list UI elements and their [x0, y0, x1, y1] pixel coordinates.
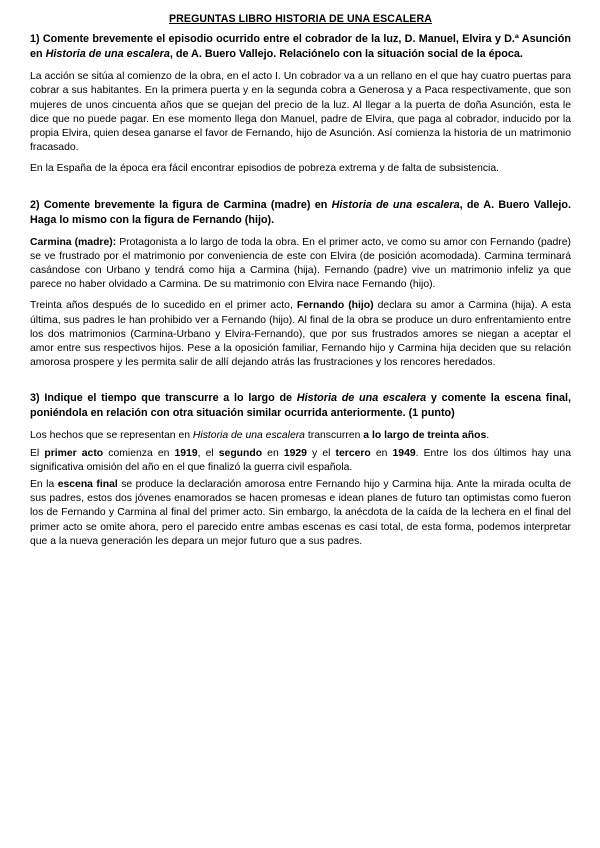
answer-3-p3-text-b: se produce la declaración amorosa entre Fernando hijo y Carmina hija. Ante la mirada oculta de sus padres, estos dos jóvenes enamorados se hacen promesas e idean planes de futuro tan optimistas como fueron los de Fernando y Carmina al final del primer acto. Sin embargo, la anécdota de la caída de la lechera en el final del primer acto se omite ahora, pero el parecido entre ambas escenas es casi total, de esta forma, podemos interpretar que a la nueva generación les depara un mejor futuro que a sus padres. — [30, 479, 571, 547]
question-3-text-b: y comente la escena final, poniéndola en relación con otra situación similar ocurrida anteriormente. (1 punto) — [30, 392, 571, 420]
answer-2-carmina-label: Carmina (madre): — [30, 236, 117, 248]
answer-2-paragraph-2 — [30, 299, 571, 370]
question-3-text-a: 3) Indique el tiempo que transcurre a lo largo de — [30, 392, 297, 405]
answer-3-p1-text-c: . — [486, 430, 490, 442]
answer-3-p2-text-c: , el — [197, 447, 219, 459]
question-1-text-a: 1) Comente brevemente el episodio ocurrido entre el cobrador de la luz, D. Manuel, Elvira y D.ª Asunción en — [30, 33, 571, 61]
question-2 — [30, 198, 571, 228]
answer-3-final-scene: escena final — [57, 479, 118, 491]
answer-3-p2-text-g: . Entre los dos últimos hay una significativa omisión del año en el que finalizó la guerra civil española. — [30, 447, 571, 473]
answer-3-paragraph-2 — [30, 447, 571, 475]
answer-3-year-2: 1929 — [283, 447, 307, 459]
answer-1-paragraph-1: La acción se sitúa al comienzo de la obra, en el acto I. Un cobrador va a un rellano en el que hay cuatro puertas para cobrar a sus habitantes. En la primera puerta y en la segunda cobra a Generosa y a Paca respectivamente, que son mujeres de unos cincuenta años que se quejan del precio de la luz. Al llegar a la puerta de doña Asunción, esta le dice que no puede pagar. En ese momento llega don Manuel, padre de Elvira, que paga al cobrador, inducido por la propia Elvira, quien desea ganarse el favor de Fernando, hijo de Asunción. Así comienza la historia de un matrimonio fracasado. — [30, 71, 571, 154]
answer-3-book-title: Historia de una escalera — [192, 430, 305, 442]
question-3 — [30, 391, 571, 421]
question-2-text-a: 2) Comente brevemente la figura de Carmina (madre) en — [30, 198, 332, 211]
question-2-text-b: , de A. Buero Vallejo. Haga lo mismo con la figura de Fernando (hijo). — [30, 198, 571, 226]
answer-3-third-act: tercero — [335, 447, 371, 459]
question-2-book-title: Historia de una escalera — [331, 198, 460, 211]
answer-2-carmina-text: Protagonista a lo largo de toda la obra. En el primer acto, ve como su amor con Fernando (padre) se ve frustrado por el matrimonio por conveniencia de este con Elvira (de posición acomodada). Carmina terminará casándose con Urbano y tendrá como hija a Carmina (hija). Fernando (padre) vive un matrimonio infeliz ya que parece no haber olvidado a Carmina. De su matrimonio con Elvira nace Fernando (hijo). — [30, 236, 571, 291]
answer-3-first-act: primer acto — [44, 447, 104, 459]
answer-2-p2-text-b: declara su amor a Carmina (hija). A esta última, sus padres le han prohibido ver a Fernando (hijo). Al final de la obra se produce un duro enfrentamiento entre los dos matrimonios (Carmina-Urbano y Elvira-Fernando), que por sus frustrados amores se niegan a aceptar el amor entre sus respectivos hijos. Pese a la oposición familiar, Fernando hijo y Carmina hija deciden que su relación amorosa prospere y les permita salir de allí dejando atrás las frustraciones y los rencores heredados. — [30, 300, 571, 369]
answer-3-second-act: segundo — [218, 447, 263, 459]
question-1-text-b: , de A. Buero Vallejo. Relaciónelo con la situación social de la época. — [169, 48, 523, 61]
answer-3-duration: a lo largo de treinta años — [363, 430, 487, 442]
page-title: PREGUNTAS LIBRO HISTORIA DE UNA ESCALERA — [169, 13, 432, 25]
answer-3-year-1: 1919 — [174, 447, 198, 459]
question-1-book-title: Historia de una escalera — [45, 48, 170, 61]
answer-1-paragraph-2: En la España de la época era fácil encontrar episodios de pobreza extrema y de falta de subsistencia. — [30, 163, 500, 175]
answer-3-p2-text-b: comienza en — [103, 447, 175, 459]
answer-3-p1-text-b: transcurren — [304, 430, 364, 442]
answer-3-p3-text-a: En la — [30, 479, 58, 491]
answer-3-paragraph-1 — [30, 429, 571, 443]
document-content — [30, 12, 571, 556]
answer-2-fernando-label: Fernando (hijo) — [296, 300, 374, 312]
answer-2-paragraph-1 — [30, 236, 571, 293]
answer-2-p2-text-a: Treinta años después de lo sucedido en el primer acto, — [30, 300, 297, 312]
answer-3-p2-text-d: en — [262, 447, 284, 459]
answer-3-p2-text-a: El — [30, 447, 45, 459]
answer-3-p2-text-e: y el — [306, 447, 336, 459]
answer-3-year-3: 1949 — [392, 447, 416, 459]
question-3-book-title: Historia de una escalera — [296, 392, 427, 405]
answer-3-paragraph-3 — [30, 478, 571, 549]
answer-3-p2-text-f: en — [370, 447, 393, 459]
answer-3-p1-text-a: Los hechos que se representan en — [30, 430, 193, 442]
question-1 — [30, 32, 571, 62]
